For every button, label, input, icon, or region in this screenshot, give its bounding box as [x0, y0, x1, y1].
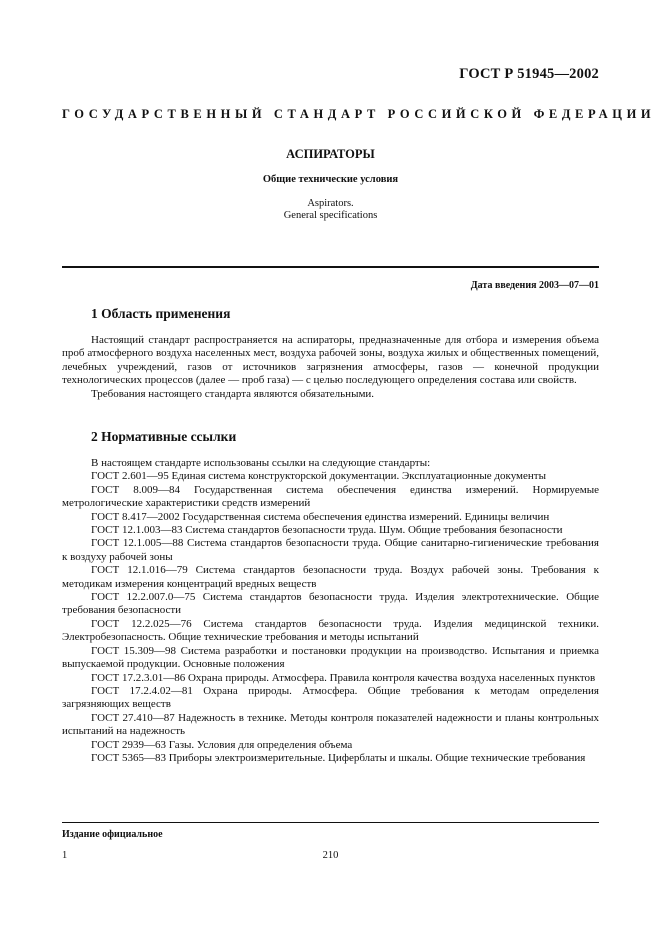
english-title — [0, 198, 661, 222]
reference-item: ГОСТ 12.2.025—76 Система стандартов безопасности труда. Изделия медицинской техники. Электробезопасность. Общие технические требования и методы испытаний — [62, 617, 599, 644]
document-subtitle: Общие технические условия — [262, 174, 399, 185]
english-title-line1: Aspirators. — [307, 198, 354, 209]
reference-item: ГОСТ 2939—63 Газы. Условия для определения объема — [91, 738, 353, 751]
reference-item: ГОСТ 27.410—87 Надежность в технике. Методы контроля показателей надежности и планы контрольных испытаний на надежность — [62, 711, 599, 738]
reference-item: ГОСТ 8.417—2002 Государственная система обеспечения единства измерений. Единицы величин — [91, 510, 550, 523]
page-mark: 1 — [62, 850, 68, 861]
reference-item: ГОСТ 12.1.003—83 Система стандартов безопасности труда. Шум. Общие требования безопасности — [91, 524, 563, 537]
page-number: 210 — [322, 850, 339, 861]
section-1-heading: 1 Область применения — [91, 306, 231, 321]
section-2-heading: 2 Нормативные ссылки — [91, 429, 237, 444]
section-1-body — [62, 334, 599, 401]
header-divider — [62, 266, 599, 268]
english-title-line2: General specifications — [283, 210, 378, 221]
section-2-body — [62, 457, 599, 765]
reference-item: ГОСТ 12.2.007.0—75 Система стандартов безопасности труда. Изделия электротехнические. Общие требования безопасности — [62, 591, 599, 617]
reference-item: ГОСТ 12.1.016—79 Система стандартов безопасности труда. Воздух рабочей зоны. Требования к методикам измерения концентраций вредных веществ — [62, 564, 599, 590]
document-title: АСПИРАТОРЫ — [286, 147, 375, 161]
introduction-date: Дата введения 2003—07—01 — [470, 280, 599, 291]
reference-item: ГОСТ 5365—83 Приборы электроизмерительные. Циферблаты и шкалы. Общие технические требования — [91, 751, 586, 764]
state-standard-banner: ГОСУДАРСТВЕННЫЙ СТАНДАРТ РОССИЙСКОЙ ФЕДЕРАЦИИ — [62, 107, 656, 121]
reference-item: ГОСТ 8.009—84 Государственная система обеспечения единства измерений. Нормируемые метрологические характеристики средств измерений — [62, 483, 599, 510]
paragraph: В настоящем стандарте использованы ссылки на следующие стандарты: — [91, 457, 431, 469]
document-code: ГОСТ Р 51945—2002 — [459, 66, 599, 82]
footer-divider — [62, 822, 599, 823]
edition-label: Издание официальное — [62, 829, 163, 840]
paragraph: Требования настоящего стандарта являются обязательными. — [91, 387, 375, 400]
paragraph: Настоящий стандарт распространяется на аспираторы, предназначенные для отбора и измерения объема проб атмосферного воздуха населенных мест, воздуха рабочей зоны, воздуха жилых и общественных помещений, лечебных учреждений, газов от источников загрязнения атмосферы, газов — конечной продукции технологических процессов (далее — проб газа) — с целью последующего определения состава или свойств. — [62, 334, 599, 387]
reference-item: ГОСТ 17.2.4.02—81 Охрана природы. Атмосфера. Общие требования к методам определения загрязняющих веществ — [62, 684, 599, 711]
reference-item: ГОСТ 12.1.005—88 Система стандартов безопасности труда. Общие санитарно-гигиенические требования к воздуху рабочей зоны — [62, 537, 599, 563]
reference-item: ГОСТ 17.2.3.01—86 Охрана природы. Атмосфера. Правила контроля качества воздуха населенных пунктов — [91, 671, 596, 684]
reference-item: ГОСТ 15.309—98 Система разработки и постановки продукции на производство. Испытания и приемка выпускаемой продукции. Основные положения — [62, 644, 599, 671]
reference-item: ГОСТ 2.601—95 Единая система конструкторской документации. Эксплуатационные документы — [91, 470, 546, 483]
